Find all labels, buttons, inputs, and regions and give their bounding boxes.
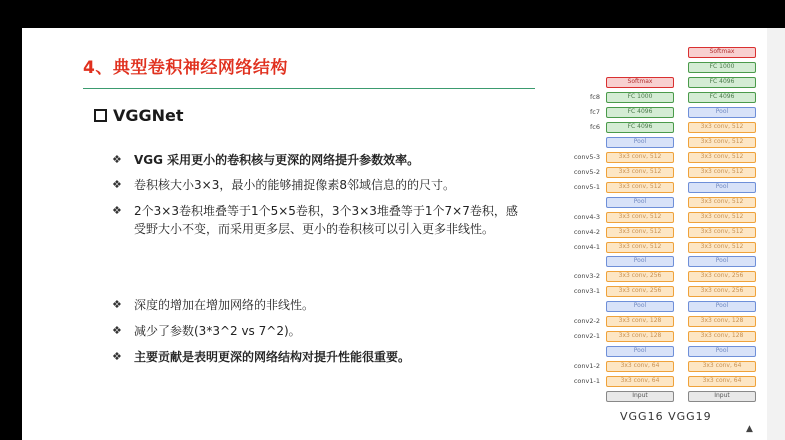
bullet-item bbox=[112, 176, 542, 194]
diamond-bullet-icon: ❖ bbox=[112, 204, 122, 217]
layer-label: conv4-3 bbox=[573, 212, 600, 221]
layer-block-vgg19: 3x3 conv, 512 bbox=[688, 227, 756, 238]
scroll-marker-icon: ▲ bbox=[746, 424, 753, 434]
diamond-bullet-icon: ❖ bbox=[112, 178, 122, 191]
layer-block-vgg16: FC 4096 bbox=[606, 122, 674, 133]
layer-block-vgg16: 3x3 conv, 256 bbox=[606, 286, 674, 297]
layer-block-vgg19: Pool bbox=[688, 107, 756, 118]
layer-label: conv2-1 bbox=[573, 332, 600, 341]
layer-block-vgg19: Pool bbox=[688, 182, 756, 193]
layer-block-vgg19: 3x3 conv, 512 bbox=[688, 152, 756, 163]
bullet-text: VGG 采用更小的卷积核与更深的网络提升参数效率。 bbox=[134, 153, 420, 167]
layer-block-vgg19: 3x3 conv, 128 bbox=[688, 316, 756, 327]
layer-label: fc6 bbox=[590, 122, 600, 131]
layer-block-vgg19: Input bbox=[688, 391, 756, 402]
layer-block-vgg19: Pool bbox=[688, 256, 756, 267]
bullet-item bbox=[112, 202, 524, 238]
slide bbox=[22, 28, 767, 440]
layer-block-vgg16: 3x3 conv, 512 bbox=[606, 152, 674, 163]
layer-label: conv2-2 bbox=[573, 317, 600, 326]
title-divider bbox=[83, 88, 535, 89]
layer-label: conv4-2 bbox=[573, 227, 600, 236]
layer-block-vgg16: Pool bbox=[606, 197, 674, 208]
layer-block-vgg19: FC 4096 bbox=[688, 77, 756, 88]
layer-block-vgg19: 3x3 conv, 512 bbox=[688, 122, 756, 133]
layer-block-vgg16: Input bbox=[606, 391, 674, 402]
layer-label: conv5-1 bbox=[573, 182, 600, 191]
layer-block-vgg16: Softmax bbox=[606, 77, 674, 88]
slide-title: 4、典型卷积神经网络结构 bbox=[83, 58, 288, 78]
layer-block-vgg16: 3x3 conv, 64 bbox=[606, 361, 674, 372]
layer-block-vgg16: 3x3 conv, 128 bbox=[606, 331, 674, 342]
layer-block-vgg16: 3x3 conv, 512 bbox=[606, 242, 674, 253]
section-label: VGGNet bbox=[113, 106, 184, 125]
layer-block-vgg19: 3x3 conv, 64 bbox=[688, 376, 756, 387]
bullet-item bbox=[112, 322, 542, 340]
bullet-item bbox=[112, 348, 542, 366]
bullet-text: 减少了参数(3*3^2 vs 7^2)。 bbox=[134, 324, 301, 338]
diamond-bullet-icon: ❖ bbox=[112, 350, 122, 363]
bullet-text: 主要贡献是表明更深的网络结构对提升性能很重要。 bbox=[134, 350, 411, 364]
layer-block-vgg19: 3x3 conv, 512 bbox=[688, 167, 756, 178]
layer-label: conv5-2 bbox=[573, 167, 600, 176]
layer-block-vgg16: Pool bbox=[606, 346, 674, 357]
layer-block-vgg19: 3x3 conv, 128 bbox=[688, 331, 756, 342]
layer-block-vgg19: 3x3 conv, 256 bbox=[688, 286, 756, 297]
checkbox-square-icon bbox=[94, 109, 107, 122]
layer-label: conv4-1 bbox=[573, 242, 600, 251]
layer-label: fc8 bbox=[590, 93, 600, 101]
diamond-bullet-icon: ❖ bbox=[112, 298, 122, 311]
layer-label: conv1-1 bbox=[573, 377, 600, 386]
layer-block-vgg16: FC 4096 bbox=[606, 107, 674, 118]
layer-block-vgg19: 3x3 conv, 64 bbox=[688, 361, 756, 372]
diagram-caption: VGG16 VGG19 bbox=[620, 410, 712, 423]
layer-label: conv3-1 bbox=[573, 287, 600, 296]
layer-block-vgg19: 3x3 conv, 512 bbox=[688, 212, 756, 223]
layer-block-vgg16: Pool bbox=[606, 301, 674, 312]
layer-block-vgg19: 3x3 conv, 512 bbox=[688, 197, 756, 208]
layer-block-vgg16: 3x3 conv, 512 bbox=[606, 212, 674, 223]
layer-block-vgg19: Softmax bbox=[688, 47, 756, 58]
layer-label: fc7 bbox=[590, 107, 600, 116]
bullet-item bbox=[112, 151, 542, 169]
layer-block-vgg19: FC 1000 bbox=[688, 62, 756, 73]
layer-block-vgg16: 3x3 conv, 64 bbox=[606, 376, 674, 387]
layer-block-vgg19: 3x3 conv, 512 bbox=[688, 242, 756, 253]
diamond-bullet-icon: ❖ bbox=[112, 153, 122, 166]
layer-block-vgg16: 3x3 conv, 512 bbox=[606, 227, 674, 238]
layer-label: conv5-3 bbox=[573, 152, 600, 161]
layer-block-vgg19: 3x3 conv, 512 bbox=[688, 137, 756, 148]
layer-block-vgg16: 3x3 conv, 128 bbox=[606, 316, 674, 327]
layer-block-vgg16: Pool bbox=[606, 137, 674, 148]
bullet-text: 2个3×3卷积堆叠等于1个5×5卷积，3个3×3堆叠等于1个7×7卷积，感受野大小不变，而采用更多层、更小的卷积核可以引入更多非线性。 bbox=[134, 204, 518, 236]
section-heading bbox=[94, 106, 184, 125]
bullet-text: 深度的增加在增加网络的非线性。 bbox=[134, 298, 315, 312]
layer-block-vgg19: Pool bbox=[688, 346, 756, 357]
layer-block-vgg16: 3x3 conv, 256 bbox=[606, 271, 674, 282]
layer-block-vgg16: 3x3 conv, 512 bbox=[606, 167, 674, 178]
layer-block-vgg19: FC 4096 bbox=[688, 92, 756, 103]
layer-block-vgg19: 3x3 conv, 256 bbox=[688, 271, 756, 282]
diamond-bullet-icon: ❖ bbox=[112, 324, 122, 337]
window-right-edge bbox=[767, 28, 785, 440]
layer-block-vgg16: Pool bbox=[606, 256, 674, 267]
layer-label: conv3-2 bbox=[573, 272, 600, 281]
layer-block-vgg16: FC 1000 bbox=[606, 92, 674, 103]
layer-label: conv1-2 bbox=[573, 362, 600, 371]
layer-block-vgg16: 3x3 conv, 512 bbox=[606, 182, 674, 193]
bullet-item bbox=[112, 296, 542, 314]
layer-block-vgg19: Pool bbox=[688, 301, 756, 312]
bullet-text: 卷积核大小3×3，最小的能够捕捉像素8邻域信息的的尺寸。 bbox=[134, 178, 455, 192]
